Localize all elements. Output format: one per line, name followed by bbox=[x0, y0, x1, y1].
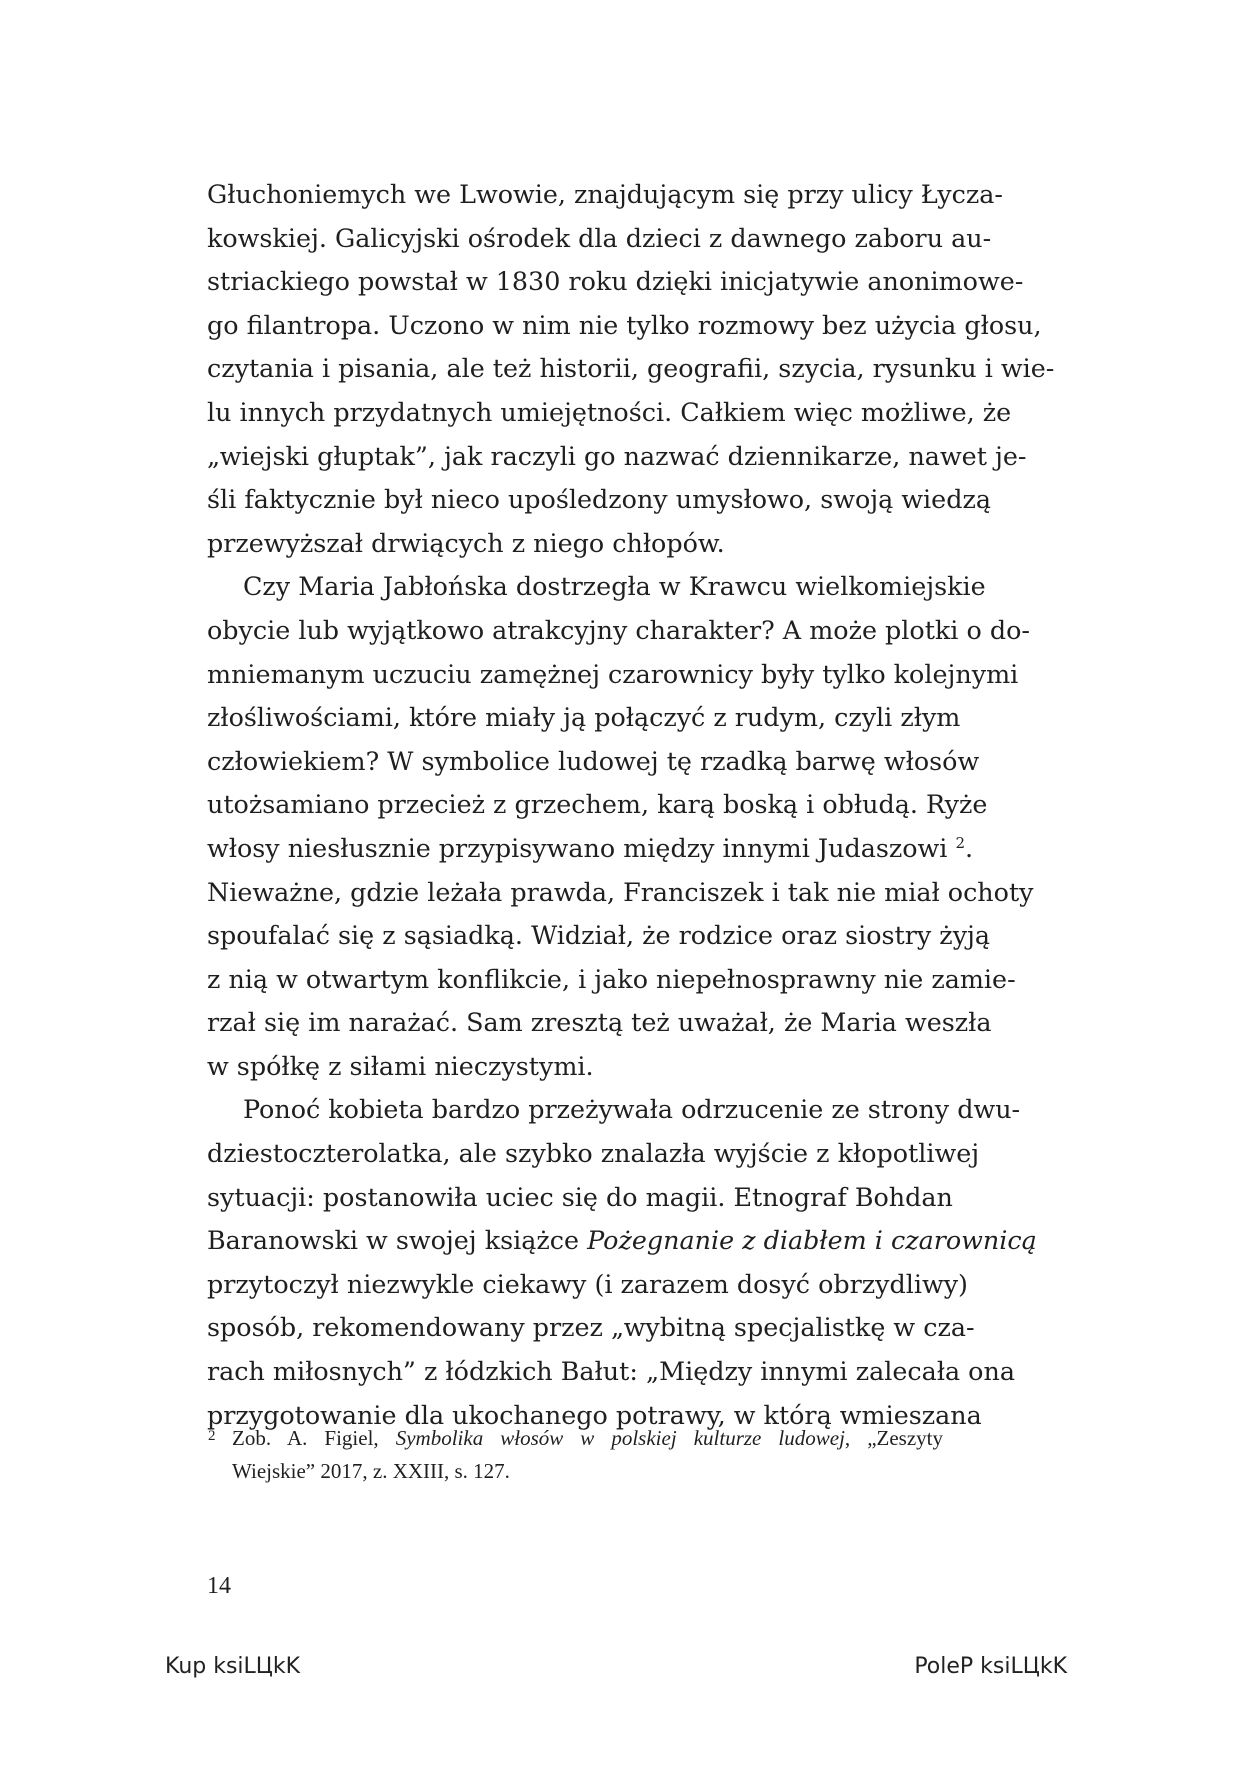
text-line: w spółkę z siłami nieczystymi. bbox=[207, 1050, 594, 1081]
text-segment: Baranowski w swojej książce bbox=[207, 1225, 588, 1256]
text-line: dziestoczterolatka, ale szybko znalazła wyjście z kłopotliwej bbox=[207, 1138, 980, 1169]
text-line: obycie lub wyjątkowo atrakcyjny charakter? A może plotki o do- bbox=[207, 614, 1030, 645]
punctuation: . bbox=[965, 832, 974, 863]
paragraph-3 bbox=[207, 1088, 1037, 1437]
text-line: z nią w otwartym konflikcie, i jako niepełnosprawny nie zamie- bbox=[207, 963, 1016, 994]
text-line-with-title bbox=[207, 1219, 1037, 1263]
text-line: „wiejski głuptak”, jak raczyli go nazwać dziennikarze, nawet je- bbox=[207, 440, 1027, 471]
footnote-rest: , „Zeszyty bbox=[844, 1426, 943, 1450]
text-line: rach miłosnych” z łódzkich Bałut: „Między innymi zalecała ona bbox=[207, 1356, 1015, 1387]
text-line: rzał się im narażać. Sam zresztą też uważał, że Maria weszła bbox=[207, 1007, 992, 1038]
footnote-title: Symbolika włosów w polskiej kulturze ludowej bbox=[395, 1426, 845, 1450]
text-line: lu innych przydatnych umiejętności. Całkiem więc możliwe, że bbox=[207, 396, 1012, 427]
footnote bbox=[208, 1422, 943, 1488]
text-line: czytania i pisania, ale też historii, geografii, szycia, rysunku i wie- bbox=[207, 353, 1055, 384]
footnote-marker: 2 bbox=[208, 1428, 216, 1444]
text-line: śli faktycznie był nieco upośledzony umysłowo, swoją wiedzą bbox=[207, 484, 991, 515]
buy-book-link[interactable]: Kup ksiLЦkK bbox=[165, 1654, 301, 1679]
book-title: Pożegnanie z diabłem i czarownicą bbox=[587, 1225, 1037, 1256]
text-line: przygotowanie dla ukochanego potrawy, w którą wmieszana bbox=[207, 1399, 982, 1430]
text-line: spoufalać się z sąsiadką. Widział, że rodzice oraz siostry żyją bbox=[207, 920, 991, 951]
text-line: złośliwościami, które miały ją połączyć z rudym, czyli złym bbox=[207, 702, 961, 733]
footnote-line bbox=[232, 1422, 943, 1455]
text-line: Nieważne, gdzie leżała prawda, Franciszek i tak nie miał ochoty bbox=[207, 876, 1034, 907]
paragraph-2 bbox=[207, 565, 1034, 1088]
footnote-prefix: Zob. A. Figiel, bbox=[232, 1426, 396, 1450]
text-segment: włosy niesłusznie przypisywano między innymi Judaszowi bbox=[207, 832, 948, 863]
footnote-line: Wiejskie” 2017, z. XXIII, s. 127. bbox=[232, 1459, 510, 1483]
text-line: Ponoć kobieta bardzo przeżywała odrzucenie ze strony dwu- bbox=[243, 1094, 1021, 1125]
recommend-book-link[interactable]: PoleP ksiLЦkK bbox=[914, 1654, 1067, 1679]
text-line: człowiekiem? W symbolice ludowej tę rzadką barwę włosów bbox=[207, 745, 980, 776]
text-line: sytuacji: postanowiła uciec się do magii. Etnograf Bohdan bbox=[207, 1181, 953, 1212]
text-line: kowskiej. Galicyjski ośrodek dla dzieci z dawnego zaboru au- bbox=[207, 222, 992, 253]
text-line: Czy Maria Jabłońska dostrzegła w Krawcu wielkomiejskie bbox=[243, 571, 986, 602]
text-line: striackiego powstał w 1830 roku dzięki inicjatywie anonimowe- bbox=[207, 266, 1024, 297]
footnote-reference[interactable]: 2 bbox=[955, 833, 966, 852]
text-line: przewyższał drwiących z niego chłopów. bbox=[207, 527, 725, 558]
text-line: go filantropa. Uczono w nim nie tylko rozmowy bez użycia głosu, bbox=[207, 309, 1042, 340]
text-line: mniemanym uczuciu zamężnej czarownicy były tylko kolejnymi bbox=[207, 658, 1019, 689]
text-line: utożsamiano przecież z grzechem, karą boską i obłudą. Ryże bbox=[207, 789, 988, 820]
paragraph-1 bbox=[207, 173, 1055, 565]
text-line: Głuchoniemych we Lwowie, znajdującym się przy ulicy Łycza- bbox=[207, 179, 1003, 209]
text-line: sposób, rekomendowany przez „wybitną specjalistkę w cza- bbox=[207, 1312, 975, 1343]
main-text bbox=[207, 173, 1055, 1437]
text-line-with-footnote-ref bbox=[207, 827, 974, 871]
text-line: przytoczył niezwykle ciekawy (i zarazem dosyć obrzydliwy) bbox=[207, 1268, 968, 1299]
page-number: 14 bbox=[207, 1573, 231, 1599]
